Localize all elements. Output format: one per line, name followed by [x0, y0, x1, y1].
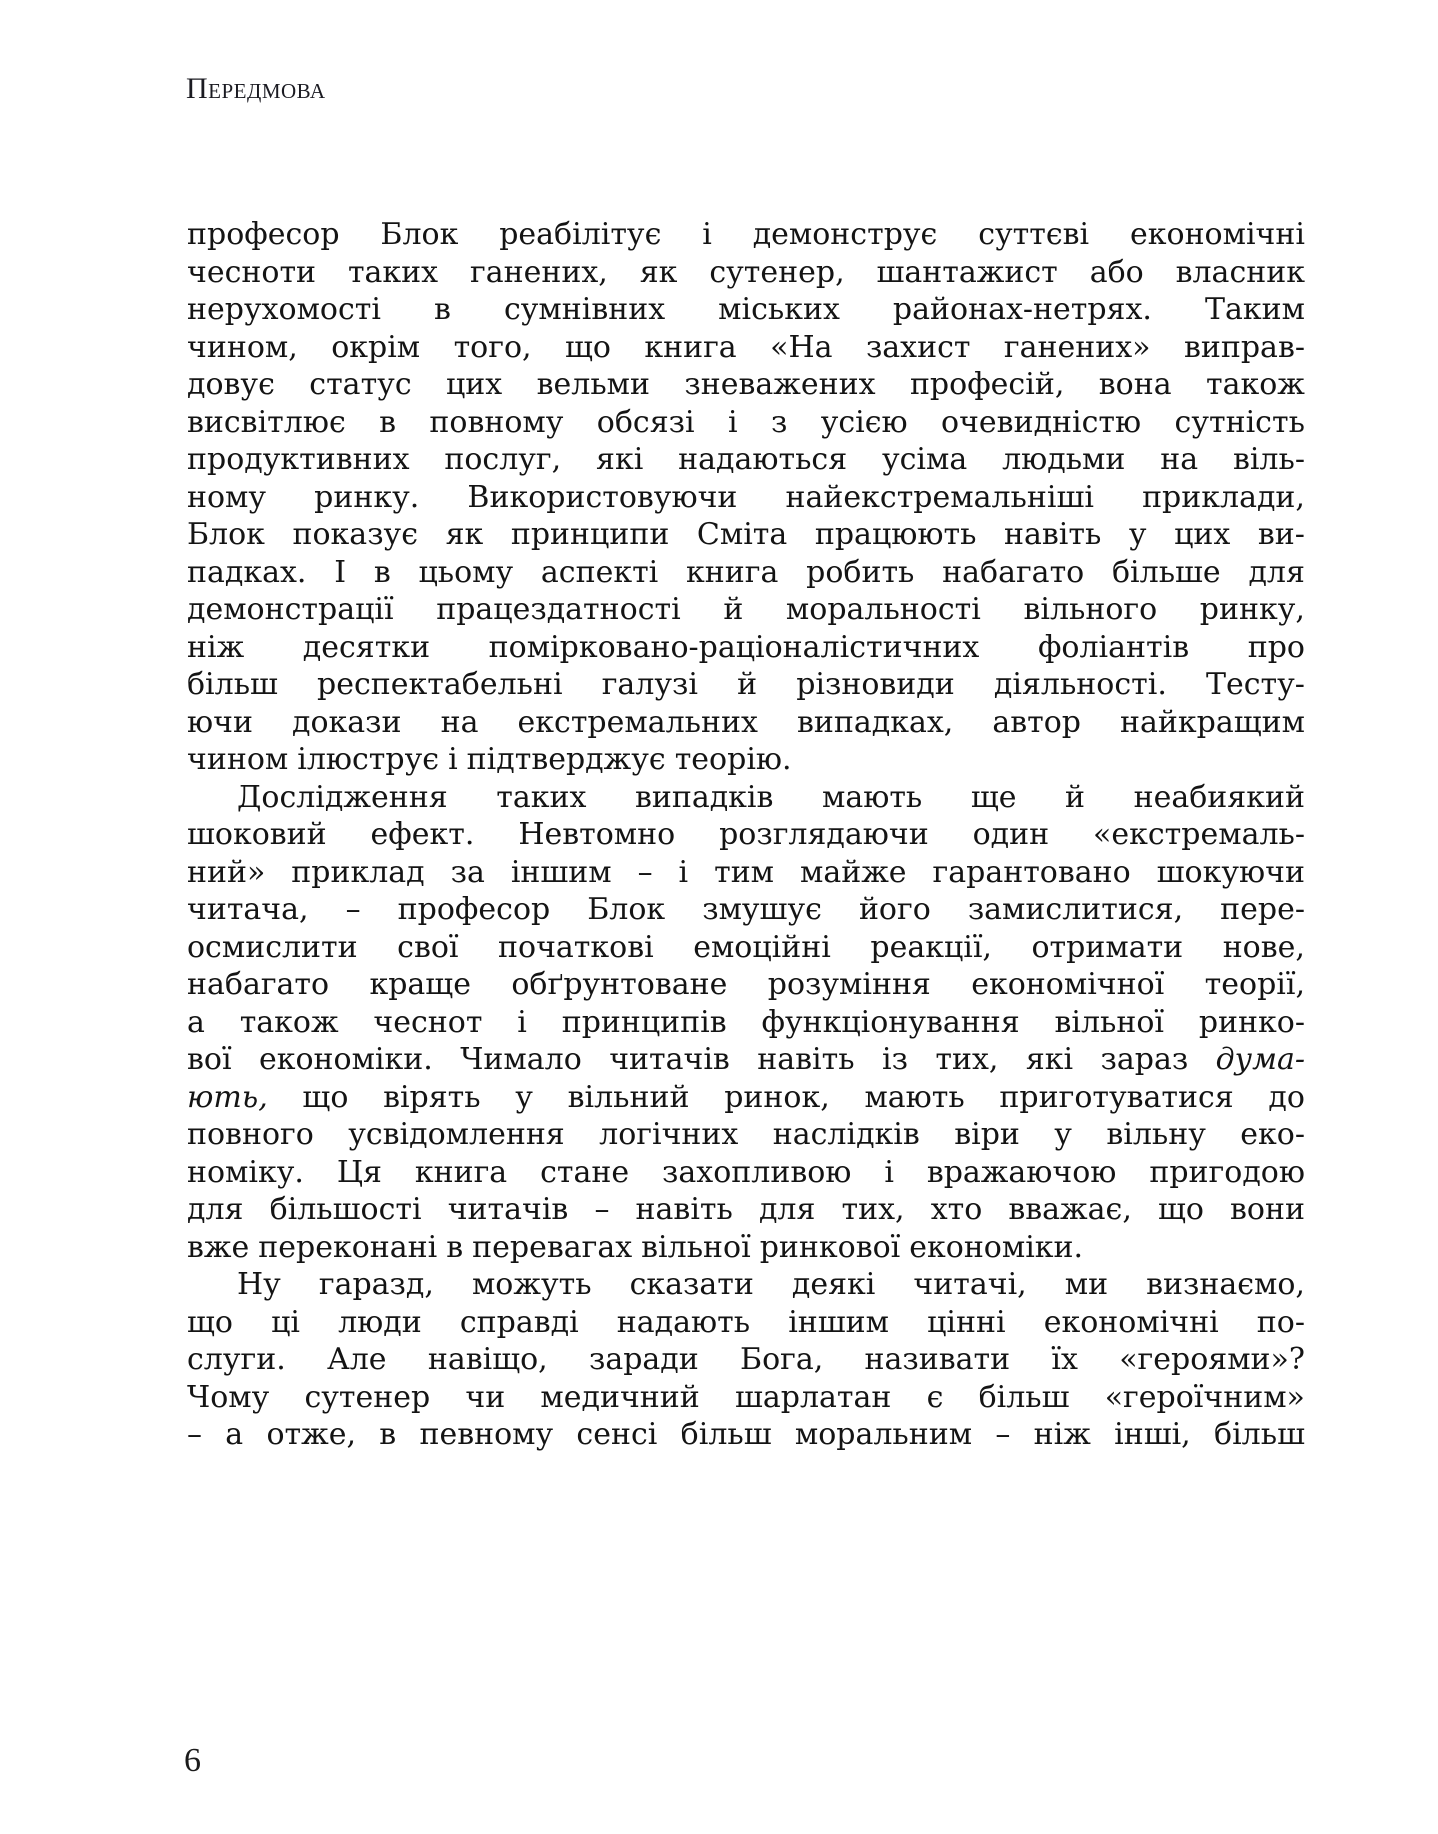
word: розглядаючи [719, 817, 929, 852]
word: Тесту- [1205, 667, 1305, 702]
word: шокуючи [1156, 854, 1305, 890]
word: сутенер [304, 1379, 431, 1415]
word: ринку. [314, 479, 420, 515]
paragraph [187, 779, 1305, 1267]
word: слуги. [187, 1342, 286, 1377]
word: «героїчним» [1104, 1379, 1305, 1415]
word: нове, [1222, 929, 1305, 965]
word: реабілітує [499, 217, 662, 252]
word: вже [187, 1229, 250, 1265]
word: теорію. [674, 742, 792, 777]
word: хто [930, 1192, 983, 1227]
word: що [1157, 1192, 1204, 1227]
word: – [637, 854, 653, 890]
word: чином, [187, 329, 298, 365]
word: у [1054, 1117, 1072, 1152]
word: Але [327, 1342, 387, 1377]
word: у [515, 1079, 533, 1115]
word: номіку. [187, 1154, 304, 1190]
word: цих [446, 367, 503, 402]
word: сутенер, [709, 254, 845, 290]
word: ніж [187, 629, 245, 665]
word: помірковано-раціоналістичних [488, 629, 980, 665]
word: вражаючою [926, 1154, 1117, 1190]
word: ще [970, 779, 1017, 815]
word: – [594, 1192, 610, 1227]
word: вважає, [1008, 1192, 1132, 1227]
word: і [727, 404, 738, 440]
word: сенсі [576, 1417, 658, 1452]
word: переконані [258, 1229, 438, 1265]
word: для [187, 1192, 244, 1227]
text-line [187, 1004, 1305, 1042]
word: економічні [1130, 217, 1305, 252]
word: докази [292, 704, 402, 740]
word: краще [369, 967, 471, 1002]
italic-word: дума- [1215, 1042, 1305, 1077]
word: приклад [291, 854, 425, 890]
word: довує [187, 367, 275, 402]
word: ринко- [1198, 1004, 1305, 1040]
word: більш [680, 1417, 772, 1452]
word: надаються [678, 442, 848, 477]
word: його [858, 892, 931, 927]
word: вони [1230, 1192, 1305, 1227]
word: еко- [1240, 1117, 1305, 1152]
word: найкращим [1120, 704, 1305, 740]
word: І [334, 554, 347, 590]
word: вільний [567, 1079, 690, 1115]
text-line [187, 516, 1305, 554]
word: емоційні [693, 929, 831, 965]
word: і [678, 854, 689, 890]
word: випадків [634, 779, 774, 815]
text-line [187, 1041, 1305, 1079]
word: а [225, 1417, 244, 1452]
word: які [596, 442, 644, 477]
word: читачів [609, 1042, 730, 1077]
word: інші, [1114, 1417, 1191, 1452]
word: називати [864, 1342, 1011, 1377]
word: сказати [629, 1267, 754, 1302]
word: чесноти [187, 254, 317, 290]
text-line [187, 666, 1305, 704]
text-line [187, 366, 1305, 404]
word: десятки [302, 629, 431, 665]
word: обсязі [596, 404, 695, 440]
word: Використовуючи [467, 479, 738, 515]
word: для [1248, 554, 1305, 590]
word: вона [1098, 367, 1172, 402]
word: респектабельні [317, 667, 563, 702]
text-line [187, 1154, 1305, 1192]
word: неабиякий [1133, 779, 1305, 815]
word: визнаємо, [1146, 1267, 1305, 1302]
word: майже [799, 854, 907, 890]
word: також [1206, 367, 1305, 402]
word: розуміння [767, 967, 931, 1002]
word: книга [414, 1154, 508, 1190]
word: й [1065, 779, 1086, 815]
word: читача, [187, 892, 309, 927]
word: як [639, 254, 678, 290]
text-line [187, 741, 1305, 779]
word: ний» [187, 854, 266, 890]
word: ми [1064, 1267, 1109, 1302]
word: автор [992, 704, 1081, 740]
word: того, [453, 329, 532, 365]
word: що [564, 329, 611, 365]
word: показує [292, 517, 419, 552]
word: іншим [788, 1304, 889, 1340]
word: працездатності [436, 592, 681, 627]
word: моральним [794, 1417, 973, 1452]
word: власник [1175, 254, 1305, 290]
word: приклади, [1142, 479, 1305, 515]
word: вільної [641, 1229, 751, 1265]
word: – [187, 1417, 202, 1452]
word: усіма [881, 442, 968, 477]
word: які [1025, 1042, 1074, 1077]
word: у [1128, 517, 1147, 552]
word: продуктивних [187, 442, 410, 477]
word: випадках, [796, 704, 954, 740]
word: працюють [814, 517, 977, 552]
word: екстремальних [517, 704, 758, 740]
text-line [187, 966, 1305, 1004]
word: економіки. [909, 1229, 1084, 1265]
word: підтверджує [466, 742, 666, 777]
word: послуг, [444, 442, 562, 477]
word: а [187, 1004, 205, 1040]
word: на [1160, 442, 1199, 477]
word: захист [865, 329, 971, 365]
word: шантажист [876, 254, 1058, 290]
text-line [187, 1079, 1305, 1117]
word: зневажених [684, 367, 876, 402]
word: суттєві [978, 217, 1090, 252]
word: або [1089, 254, 1144, 290]
word: більшості [269, 1192, 422, 1227]
word: книга [686, 554, 779, 590]
word: із [881, 1042, 908, 1077]
word: що [302, 1079, 349, 1115]
word: і [517, 1004, 527, 1040]
word: більш [187, 667, 278, 702]
word: Чимало [460, 1042, 582, 1077]
word: люди [338, 1304, 422, 1340]
word: цьому [418, 554, 514, 590]
word: отже, [266, 1417, 356, 1452]
word: вельми [536, 367, 650, 402]
text-line [187, 216, 1305, 254]
word: як [445, 517, 484, 552]
word: принципи [510, 517, 670, 552]
word: виправ- [1183, 329, 1305, 365]
word: пере- [1220, 892, 1305, 927]
word: діяльності. [993, 667, 1167, 702]
word: падках. [187, 554, 307, 590]
word: тих, [841, 1192, 905, 1227]
word: Невтомно [518, 817, 676, 852]
word: ринку, [1199, 592, 1305, 627]
page-number: 6 [184, 1742, 201, 1779]
word: навіть [1003, 517, 1102, 552]
word: міських [718, 292, 840, 327]
word: отримати [1031, 929, 1184, 965]
word: пригодою [1149, 1154, 1305, 1190]
word: до [1268, 1079, 1305, 1115]
italic-word: ють, [187, 1079, 268, 1115]
word: осмислити [187, 929, 358, 965]
word: перевагах [472, 1229, 633, 1265]
text-line [187, 1379, 1305, 1417]
word: функціонування [761, 1004, 1020, 1040]
word: приготуватися [999, 1079, 1234, 1115]
text-line [187, 291, 1305, 329]
word: принципів [561, 1004, 727, 1040]
word: ефект. [370, 817, 475, 852]
word: їх [1051, 1342, 1078, 1377]
word: з [770, 404, 788, 440]
word: таких [347, 254, 439, 290]
word: навіть [757, 1042, 855, 1077]
word: демонструє [752, 217, 938, 252]
paragraph [187, 1266, 1305, 1454]
text-line [187, 1304, 1305, 1342]
text-line [187, 441, 1305, 479]
word: захопливою [662, 1154, 852, 1190]
word: ючи [187, 704, 253, 740]
text-line [187, 404, 1305, 442]
word: більше [1111, 554, 1221, 590]
word: про [1247, 629, 1305, 665]
word: ці [271, 1304, 300, 1340]
word: професор [187, 217, 340, 252]
word: Блок [587, 892, 666, 927]
word: Ну [237, 1267, 281, 1302]
word: ному [187, 479, 267, 515]
word: є [926, 1379, 944, 1415]
body-text [187, 216, 1305, 1454]
word: й [723, 592, 744, 627]
word: тих, [935, 1042, 999, 1077]
word: чеснот [373, 1004, 483, 1040]
word: свої [397, 929, 459, 965]
word: більш [1214, 1417, 1305, 1452]
word: вільної [1054, 1004, 1164, 1040]
word: в [446, 1229, 464, 1265]
word: надають [616, 1304, 751, 1340]
word: Ця [336, 1154, 382, 1190]
word: робить [806, 554, 915, 590]
word: обґрунтоване [511, 967, 728, 1002]
word: економіки. [258, 1042, 433, 1077]
word: Чому [187, 1379, 270, 1415]
word: шоковий [187, 817, 327, 852]
word: висвітлює [187, 404, 346, 440]
word: навіть [635, 1192, 733, 1227]
word: в [434, 292, 451, 327]
word: набагато [187, 967, 330, 1002]
word: можуть [471, 1267, 592, 1302]
word: іншим [510, 854, 612, 890]
word: й [737, 667, 758, 702]
word: читачі, [913, 1267, 1027, 1302]
word: шарлатан [734, 1379, 892, 1415]
text-line [187, 554, 1305, 592]
word: усією [820, 404, 908, 440]
word: професій, [909, 367, 1065, 402]
word: ринок, [724, 1079, 830, 1115]
word: ілюструє [297, 742, 440, 777]
word: Дослідження [237, 779, 448, 815]
word: Бога, [740, 1342, 824, 1377]
word: змушує [702, 892, 822, 927]
text-line [187, 1229, 1305, 1267]
text-line [187, 929, 1305, 967]
word: «екстремаль- [1093, 817, 1305, 852]
word: більш [978, 1379, 1070, 1415]
word: очевидністю [941, 404, 1142, 440]
word: Блок [380, 217, 459, 252]
word: віри [954, 1117, 1020, 1152]
word: ганених» [1003, 329, 1151, 365]
word: чином [187, 742, 289, 777]
word: навіщо, [427, 1342, 548, 1377]
word: Таким [1204, 292, 1305, 327]
text-line [187, 779, 1305, 817]
word: логічних [599, 1117, 739, 1152]
word: справді [459, 1304, 579, 1340]
text-line [187, 1116, 1305, 1154]
word: для [758, 1192, 816, 1227]
word: тим [714, 854, 775, 890]
word: – [345, 892, 361, 927]
word: професор [397, 892, 551, 927]
word: ви- [1257, 517, 1305, 552]
text-line [187, 891, 1305, 929]
word: в [373, 554, 391, 590]
word: замислитися, [967, 892, 1184, 927]
text-line [187, 704, 1305, 742]
word: нерухомості [187, 292, 381, 327]
word: повному [429, 404, 564, 440]
word: набагато [942, 554, 1085, 590]
word: галузі [601, 667, 698, 702]
word: на [440, 704, 479, 740]
word: мають [864, 1079, 965, 1115]
word: різновиди [796, 667, 955, 702]
text-line [187, 479, 1305, 517]
word: людьми [1002, 442, 1126, 477]
word: цих [1174, 517, 1231, 552]
word: заради [588, 1342, 699, 1377]
text-line [187, 854, 1305, 892]
word: стане [540, 1154, 630, 1190]
word: Блок [187, 517, 265, 552]
word: цінні [927, 1304, 1006, 1340]
word: економічні [1043, 1304, 1219, 1340]
text-line [187, 254, 1305, 292]
text-line [187, 816, 1305, 854]
word: вільного [1023, 592, 1158, 627]
word: і [884, 1154, 894, 1190]
word: наслідків [772, 1117, 920, 1152]
word: сумнівних [503, 292, 666, 327]
word: реакції, [870, 929, 992, 965]
text-line [187, 1341, 1305, 1379]
word: гаразд, [318, 1267, 434, 1302]
word: таких [496, 779, 587, 815]
word: теорії, [1204, 967, 1305, 1002]
word: аспекті [540, 554, 659, 590]
word: Сміта [696, 517, 788, 552]
word: певному [419, 1417, 554, 1452]
word: в [379, 404, 397, 440]
running-head: Передмова [186, 72, 326, 105]
word: районах-нетрях. [892, 292, 1152, 327]
word: і [448, 742, 458, 777]
word: ринкової [759, 1229, 901, 1265]
text-line [187, 629, 1305, 667]
word: найекстремальніші [785, 479, 1094, 515]
word: повного [187, 1117, 314, 1152]
text-line [187, 1266, 1305, 1304]
word: вільну [1106, 1117, 1206, 1152]
text-line [187, 1191, 1305, 1229]
word: що [187, 1304, 233, 1340]
word: і [702, 217, 712, 252]
text-line [187, 591, 1305, 629]
word: за [450, 854, 485, 890]
word: ніж [1033, 1417, 1091, 1452]
word: – [995, 1417, 1011, 1452]
word: один [972, 817, 1050, 852]
word: окрім [331, 329, 421, 365]
word: медичний [540, 1379, 700, 1415]
word: по- [1256, 1304, 1305, 1340]
word: фоліантів [1037, 629, 1190, 665]
word: мають [821, 779, 923, 815]
text-line [187, 1416, 1305, 1454]
word: читачів [447, 1192, 569, 1227]
paragraph [187, 216, 1305, 779]
word: економічної [971, 967, 1165, 1002]
word: ганених, [470, 254, 608, 290]
word: моральності [785, 592, 981, 627]
word: зараз [1100, 1042, 1189, 1077]
word: вої [187, 1042, 232, 1077]
word: вірять [383, 1079, 481, 1115]
word: чи [465, 1379, 506, 1415]
word: демонстрації [187, 592, 394, 627]
word: деякі [791, 1267, 876, 1302]
word: «героями»? [1119, 1342, 1305, 1377]
word: віль- [1232, 442, 1305, 477]
word: «На [770, 329, 833, 365]
word: в [379, 1417, 397, 1452]
word: усвідомлення [348, 1117, 565, 1152]
word: книга [644, 329, 737, 365]
word: початкові [498, 929, 654, 965]
text-line [187, 329, 1305, 367]
word: статус [309, 367, 412, 402]
word: сутність [1174, 404, 1305, 440]
word: також [239, 1004, 339, 1040]
word: гарантовано [932, 854, 1131, 890]
